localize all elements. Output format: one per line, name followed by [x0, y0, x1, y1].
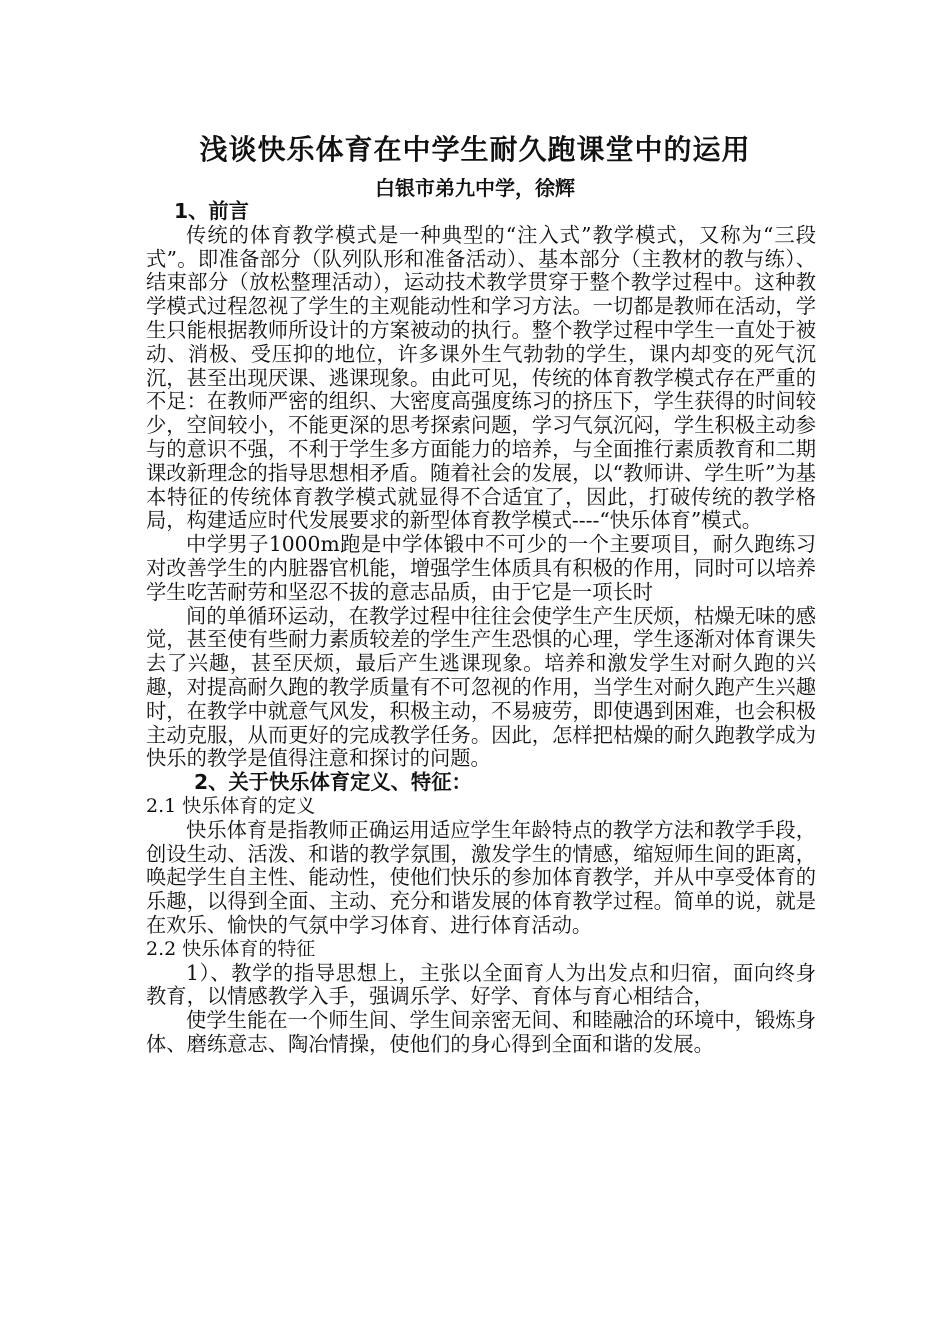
document-author: 白银市弟九中学，徐辉 [375, 176, 575, 200]
paragraph: 1）、教学的指导思想上，主张以全面育人为出发点和归宿，面向终身教育，以情感教学入手，强调乐学、好学、育体与育心相结合， [146, 960, 816, 1009]
paragraph: 使学生能在一个师生间、学生间亲密无间、和睦融洽的环境中，锻炼身体、磨练意志、陶冶情操，使他们的身心得到全面和谐的发展。 [146, 1008, 816, 1056]
section-heading-preface: 1、前言 [174, 199, 249, 223]
section-heading-definition: 2、关于快乐体育定义、特征： [194, 770, 472, 795]
paragraph: 间的单循环运动，在教学过程中往往会使学生产生厌烦，枯燥无味的感觉，甚至使有些耐力素质较差的学生产生恐惧的心理，学生逐渐对体育课失去了兴趣，甚至厌烦，最后产生逃课现象。培养和激发学生对耐久跑的兴趣，对提高耐久跑的教学质量有不可忽视的作用，当学生对耐久跑产生兴趣时，在教学中就意气风发，积极主动，不易疲劳，即使遇到困难，也会积极主动克服，从而更好的完成教学任务。因此，怎样把枯燥的耐久跑教学成为快乐的教学是值得注意和探讨的问题。 [146, 603, 816, 771]
paragraph: 中学男子1000m跑是中学体锻中不可少的一个主要项目，耐久跑练习对改善学生的内脏器官机能，增强学生体质具有积极的作用，同时可以培养学生吃苦耐劳和坚忍不拔的意志品质，由于它是一项长时 [146, 532, 816, 604]
subsection-heading: 2.2 快乐体育的特征 [146, 937, 316, 960]
paragraph: 快乐体育是指教师正确运用适应学生年龄特点的教学方法和教学手段，创设生动、活泼、和谐的教学氛围，激发学生的情感，缩短师生间的距离，唤起学生自主性、能动性，使他们快乐的参加体育教学，并从中享受体育的乐趣，以得到全面、主动、充分和谐发展的体育教学过程。简单的说，就是在欢乐、愉快的气氛中学习体育、进行体育活动。 [146, 817, 816, 937]
paragraph: 传统的体育教学模式是一种典型的“注入式”教学模式，又称为“三段式”。即准备部分（队列队形和准备活动）、基本部分（主教材的教与练）、结束部分（放松整理活动），运动技术教学贯穿于整个教学过程中。这种教学模式过程忽视了学生的主观能动性和学习方法。一切都是教师在活动，学生只能根据教师所设计的方案被动的执行。整个教学过程中学生一直处于被动、消极、受压抑的地位，许多课外生气勃勃的学生，课内却变的死气沉沉，甚至出现厌课、逃课现象。由此可见，传统的体育教学模式存在严重的不足：在教师严密的组织、大密度高强度练习的挤压下，学生获得的时间较少，空间较小，不能更深的思考探索问题，学习气氛沉闷，学生积极主动参与的意识不强，不利于学生多方面能力的培养，与全面推行素质教育和二期课改新理念的指导思想相矛盾。随着社会的发展，以“教师讲、学生听”为基本特征的传统体育教学模式就显得不合适宜了，因此，打破传统的教学格局，构建适应时代发展要求的新型体育教学模式----“快乐体育”模式。 [146, 222, 816, 533]
document-body [146, 200, 816, 1057]
subsection-heading: 2.1 快乐体育的定义 [146, 794, 316, 817]
document-title: 浅谈快乐体育在中学生耐久跑课堂中的运用 [199, 133, 751, 166]
